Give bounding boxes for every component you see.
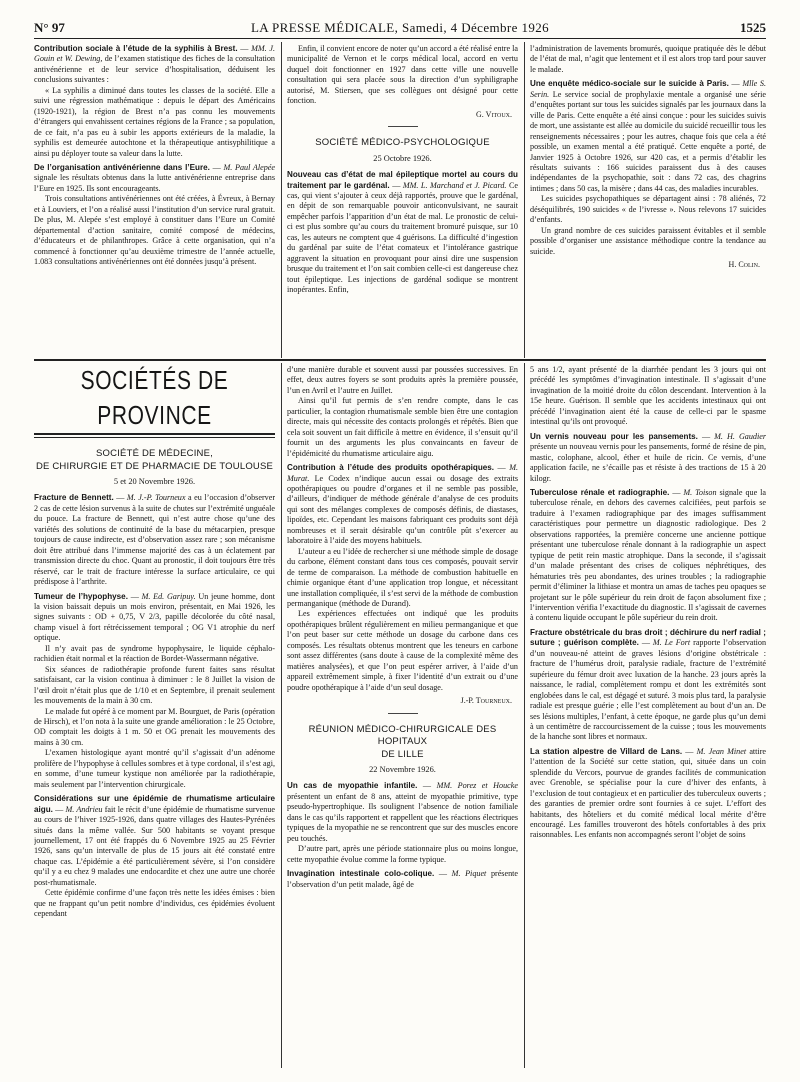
article-vernis: Un vernis nouveau pour les pansements. — M. H. Gaudier présente un nouveau vernis pour les pansements, formé de résine de pin, mastic, colophane, alcool, éther et huile de ricin. Ce vernis, d’une application facile, ne s’écaille pas et résiste à des tractions de 15 à 20 kilogr. [530, 431, 766, 483]
article-title: Une enquête médico-sociale sur le suicide à Paris. [530, 79, 729, 89]
article-paragraph: Enfin, il convient encore de noter qu’un accord a été réalisé entre la municipalité de Vernon et le corps médical local, accord en vertu duquel doit fonctionner en 1927 dans cette ville une nouvelle consultation qui sera placée sous la direction d’un syphiligraphe autorisé, M. Stiersen, que ses collègues ont désigné pour cette fonction. [287, 44, 518, 106]
article-invagination: Invagination intestinale colo-colique. — M. Piquet présente l’observation d’un petit malade, âgé de [287, 869, 518, 889]
bottom-column-1 [34, 365, 275, 1069]
article-text: présentent un enfant de 8 ans, atteint de myopathie primitive, type pseudo-hypertrophique. Ils soulignent l’absence de notion familiale dans le cas qu’ils rapportent et rappellent que les réactions électriques typiques de la myopathie ne se rencontrent que sur des muscles encore peu touchés. [287, 791, 518, 843]
article-text: fait le récit d’une épidémie de rhumatisme survenue au cours de l’hiver 1925-1926, dans quatre villages des Hautes-Pyrénées situés dans la même vallée. Sur 500 habitants se voyant presque journellement, 17 ont été frappés du 6 Novembre 1925 au 25 Février 1926, sans qu’un intervalle de plus de 15 jours ait été constaté entre chaque cas. L’épidémie a été particulièrement sévère, si l’on considère qu’il y a eu chez 9 malades une endocardite et chez une autre une chorée post-rhumatismale. [34, 804, 275, 887]
society-name-line: SOCIÉTÉ DE MÉDECINE, [96, 448, 213, 459]
top-column-2 [287, 44, 518, 356]
society-name-line: RÉUNION MÉDICO-CHIRURGICALE DES HOPITAUX [308, 723, 497, 747]
article-title: Considérations sur une épidémie de rhumatisme articulaire aigu. [34, 794, 275, 814]
article-authors: M. Jean Minet [696, 746, 747, 756]
signature: G. Vitoux. [476, 109, 512, 119]
column-divider [524, 363, 525, 1068]
page-number: 1525 [740, 20, 766, 35]
running-header [34, 20, 766, 38]
article-authors: M. J.-P. Tourneux [126, 493, 186, 503]
article-text: présente l’observation d’un petit malade, âgé de [287, 869, 518, 889]
article-text: de l’examen statistique des fiches de la consultation antivénérienne et de leur service d’hospitalisation, déduisent les conclusions suivantes : [34, 54, 275, 85]
article-authors: MM. Porez et Houcke [436, 781, 518, 791]
article-rhumatisme: Considérations sur une épidémie de rhumatisme articulaire aigu. — M. Andrieu fait le récit d’une épidémie de rhumatisme survenue au cours de l’hiver 1925-1926, dans quatre villages des Hautes-Pyrénées situés dans la même vallée. Sur 500 habitants se voyant presque journellement, 17 ont été frappés du 6 Novembre 1925 au 25 Février 1926, sans qu’un intervalle de plus de 15 jours ait été constaté entre chaque cas. L’épidémie a été particulièrement sévère, si l’on considère qu’il y a eu chez 9 malades une endocardite et chez une autre une chorée post-rhumatismale. [34, 794, 275, 887]
article-text: attire l’attention de la Société sur cette station, qui, située dans un coin splendide du Vercors, pourvue de grandes facilités de communication avec Grenoble, se spécialise pour la cure d’hiver des enfants, à l’exclusion de tout contagieux et en particulier des tuberculeux ouverts ; des garanties de premier ordre sont fournies à ce sujet. L’effort des habitants, des hôteliers et du comité médical local mérite d’être encouragé. Les familles trouveront des hôtels confortables à des prix raisonnables. Les enfants non accompagnés seront l’objet de soins [530, 746, 766, 840]
bottom-column-3 [530, 365, 766, 1069]
column-divider [524, 42, 525, 358]
article-tumeur-hypophyse: Tumeur de l’hypophyse. — M. Ed. Garipuy. Un jeune homme, dont la vision baissait depuis un mois environ, présentait, en Mai 1926, les signes suivants : OD + 0,75, V 2/3, papille décolorée du côté nasal, champ visuel à fort rétrécissement temporal ; OG V1 atrophie du nerf optique. [34, 591, 275, 643]
article-paragraph: Les suicides psychopathiques se départagent ainsi : 78 aliénés, 72 déséquilibrés, 190 suicides « de l’ivresse ». Nous relevons 17 suicides d’enfants. [530, 194, 766, 225]
article-paragraph: l’administration de lavements bromurés, quoique pratiquée dès le début de l’état de mal, n’agit que lentement et il est alors trop tard pour sauver le malade. [530, 44, 766, 74]
article-opotherapiques: Contribution à l’étude des produits opothérapiques. — M. Murat. Le Codex n’indique aucun essai ou dosage des extraits opothérapiques ou poudre d’organes et il ne semble pas possible, d’ailleurs, d’indiquer de méthode générale d’analyse de ces produits qui sont des mélanges complexes de composés définis, de diastases, lipoïdes, etc. Cependant les maisons fabriquant ces produits sont déjà nombreuses et il serait désirable qu’un contrôle pût s’exercer au laboratoire à l’aide des moyens habituels. [287, 463, 518, 546]
article-text: rapporte l’observation d’un nouveau-né atteint de graves lésions d’origine obstétricale : fracture de l’humérus droit, paralysie radiale, fracture de l’extrémité supérieure du fémur droit avec luxation de la hanche. 23 jours après la naissance, le radial, complètement rompu et dont les extrémités sont englobées dans le cal, est dégagé et suturé. 3 mois plus tard, la paralysie radiale est presque guérie ; elle l’est complètement au bout d’un an. De ses lésions multiples, l’enfant, à cette époque, ne garde plus qu’un demi à un centimètre de raccourcissement de la cuisse ; tous les mouvements de la hanche sont libres et normaux. [530, 638, 766, 742]
article-suicide-paris: Une enquête médico-sociale sur le suicide à Paris. — Mlle S. Serin. Le service social de prophylaxie mentale a organisé une série d’enquêtes portant sur tous les suicides signalés par les journaux dans la ville de Paris. Cette enquête a été ainsi conçue : pour les suicides suivis de mort, une assistante est allée au domicile du suicidé recueillir tous les renseignements nécessaires ; pour les autres, chaque fois que cela a été possible, un examen mental a été pratiqué. Cette enquête a porté, de Janvier 1925 à Octobre 1926, sur 420 cas, et a permis d’établir les résultats suivants : 166 suicides paraissent dus à des causes indépendantes de la psychopathie, soit : dans 72 cas, des chagrins intimes ; dans 50 cas, la misère ; dans 44 cas, des maladies incurables. [530, 79, 766, 193]
article-paragraph: Trois consultations antivénériennes ont été créées, à Évreux, à Bernay et à Louviers, et l’on a réalisé aussi l’institution d’un service rural gratuit. De plus, M. Alepée s’est employé à constituer dans l’Eure un Comité départemental d’action sanitaire, comité composé de médecins, d’éducateurs et de philanthropes. Grâce à cette organisation, qui n’a commencé à fonctionner qu’au deuxième trimestre de l’année actuelle, 1.083 consultations antivénériennes ont été données jusqu’à présent. [34, 194, 275, 267]
article-title: Contribution à l’étude des produits opothérapiques. [287, 463, 495, 473]
article-paragraph: Cette épidémie confirme d’une façon très nette les idées émises : bien que ne frappant qu’un petit nombre d’individus, ces épidémies évoluent cependant [34, 888, 275, 919]
journal-title: LA PRESSE MÉDICALE, Samedi, 4 Décembre 1926 [250, 20, 550, 35]
article-paragraph: Un grand nombre de ces suicides paraissent évitables et il semble possible d’organiser une assistance méthodique contre la tendance au suicide. [530, 225, 766, 256]
section-banner: SOCIÉTÉS DE PROVINCE [80, 366, 229, 431]
article-villard-de-lans: La station alpestre de Villard de Lans. — M. Jean Minet attire l’attention de la Société sur cette station, qui, située dans un coin splendide du Vercors, pourvue de grandes facilités de communication avec Grenoble, se spécialise pour la cure d’hiver des enfants, à l’exclusion de tout contagieux et en particulier des tuberculeux ouverts ; des garanties de premier ordre sont fournies à ce sujet. L’effort des habitants, des hôteliers et du comité médical local mérite d’être encouragé. Les familles trouveront des hôtels confortables à des prix raisonnables. Les enfants non accompagnés seront l’objet de soins [530, 746, 766, 840]
article-paragraph: L’auteur a eu l’idée de rechercher si une méthode simple de dosage du carbone, élément constant dans tous ces composés, pouvait servir de terme de comparaison. La méthode de combustion habituelle en chimie organique étant d’une application trop longue, et nécessitant une installation compliquée, il s’est servi de la méthode de combustion permanganique (méthode de Durand). [287, 546, 518, 608]
article-text: signale les résultats obtenus dans la lutte antivénérienne entreprise dans l’Eure en 1925. Ils sont encourageants. [34, 173, 275, 193]
article-paragraph: Six séances de radiothérapie profonde furent faites sans résultat satisfaisant, car la vision continua à diminuer : le 8 Juillet la vision de l’œil droit n’était plus que de 1/10 et en Septembre, il prenait seulement les mouvements de la main à 30 cm. [34, 664, 275, 706]
session-date: 5 et 20 Novembre 1926. [113, 477, 196, 486]
article-authors: M. Murat. [287, 463, 518, 483]
article-text: a eu l’occasion d’observer 2 cas de cette lésion survenus à la suite de chutes sur l’extrémité unguéale du pouce. La fracture de Bennett, qui n’est autre chose qu’une des variétés des solutions de continuité de la base du métacarpien, presque toujours de cause indirecte, est d’observation assez rare ; son mécanisme doit être attribué dans l’immense majorité des cas à un éclatement par transmission directe du choc. Quant au pronostic, il doit toujours être très réservé, car le trait de fracture intéresse la surface articulaire, ce qui prédispose à l’arthrite. [34, 493, 275, 587]
signature: H. Colin. [728, 260, 760, 270]
top-column-3 [530, 44, 766, 356]
article-tuberculose-renale: Tuberculose rénale et radiographie. — M. Toison signale que la tuberculose rénale, en dehors des cavernes calcifiées, peut parfois se traduire à l’examen radiographique par des images suffisamment caractéristiques pour permettre un diagnostic radiologique. Des 2 observations rapportées, la première concerne une ancienne pottique présentant une tuberculose rénale donnant à la radiographie un aspect typique de petit rein mastic atrophique. Dans la seconde, il s’agissait d’un malade présentant des crises de coliques néphrétiques, des hématuries très peu abondantes, des urines troubles ; la radiographie permit d’éliminer la lithiase et montra un amas de taches peu opaques se projetant sur le pôle supérieur du rein droit de façon absolument fixe ; l’intervention vérifia l’exactitude du diagnostic. Il s’agissait de cavernes à contenu liquide occupant le pôle supérieur du rein droit. [530, 487, 766, 623]
section-separator [388, 126, 418, 127]
article-authors: M. Le Fort [652, 638, 691, 648]
article-authors: M. Toison [683, 487, 717, 497]
article-myopathie: Un cas de myopathie infantile. — MM. Porez et Houcke présentent un enfant de 8 ans, atteint de myopathie primitive, type pseudo-hypertrophique. Ils soulignent l’absence de notion familiale dans le cas qu’ils rapportent et rappellent que les réactions électriques typiques de la myopathie ne se rencontrent que sur des muscles encore peu touchés. [287, 781, 518, 843]
article-authors: MM. L. Marchand et J. Picard. [402, 180, 507, 190]
article-title: Un vernis nouveau pour les pansements. [530, 431, 698, 441]
column-divider [281, 363, 282, 1068]
article-title: De l’organisation antivénérienne dans l’Eure. [34, 162, 210, 172]
article-fracture-bennett: Fracture de Bennett. — M. J.-P. Tourneux a eu l’occasion d’observer 2 cas de cette lésion survenus à la suite de chutes sur l’extrémité unguéale du pouce. La fracture de Bennett, qui n’est autre chose qu’une des variétés des solutions de continuité de la base du métacarpien, presque toujours de cause indirecte, est d’observation assez rare ; son mécanisme doit être attribué dans l’immense majorité des cas à un éclatement par transmission directe du choc. Quant au pronostic, il doit toujours être très réservé, car le trait de fracture intéresse la surface articulaire, ce qui prédispose à l’arthrite. [34, 493, 275, 587]
issue-number: N° 97 [34, 20, 65, 35]
article-title: Fracture obstétricale du bras droit ; déchirure du nerf radial ; suture ; guérison complète. [530, 627, 766, 648]
article-text: signale que la tuberculose rénale, en dehors des cavernes calcifiées, peut parfois se traduire à l’examen radiographique par des images suffisamment caractéristiques pour permettre un diagnostic radiologique. Des 2 observations rapportées, la première concerne une ancienne pottique présentant une tuberculose rénale donnant à la radiographie un aspect typique de petit rein mastic atrophique. Dans la seconde, il s’agissait d’un malade présentant des crises de coliques néphrétiques, des hématuries très peu abondantes, des urines troubles ; la radiographie permit d’éliminer la lithiase et montra un amas de taches peu opaques se projetant sur le pôle supérieur du rein droit de façon absolument fixe ; l’intervention vérifia l’exactitude du diagnostic. Il s’agissait de cavernes à contenu liquide occupant le pôle supérieur du rein droit. [530, 487, 766, 623]
article-paragraph: d’une manière durable et souvent aussi par poussées successives. En effet, deux autres foyers se sont produits après la première poussée, l’un en Avril et l’autre en Juillet. [287, 365, 518, 395]
article-authors: Mlle S. Serin. [530, 79, 766, 99]
article-paragraph: « La syphilis a diminué dans toutes les classes de la société. Elle a suivi une régression mathématique : depuis le départ des Américains (1920-1921), la région de Brest n’a pas connu les mouvements d’étrangers qui envahissent certaines régions de la France ; sa population, de ce fait, n’a pas eu à subir les apports extérieurs de la maladie, la syphilis est demeurée autochtone et la thérapeutique antisyphilitique a ainsi pu déployer toute sa valeur dans la lutte. [34, 85, 275, 158]
society-name-line: DE LILLE [381, 748, 424, 760]
article-title: Tuberculose rénale et radiographie. [530, 487, 670, 497]
session-date: 22 Novembre 1926. [369, 765, 436, 774]
article-organisation-eure: De l’organisation antivénérienne dans l’Eure. — M. Paul Alepée signale les résultats obtenus dans la lutte antivénérienne entreprise dans l’Eure en 1925. Ils sont encourageants. [34, 162, 275, 193]
article-fracture-obstetricale: Fracture obstétricale du bras droit ; déchirure du nerf radial ; suture ; guérison complète. — M. Le Fort rapporte l’observation d’un nouveau-né atteint de graves lésions d’origine obstétricale : fracture de l’humérus droit, paralysie radiale, fracture de l’extrémité supérieure du fémur droit avec luxation de la hanche. 23 jours après la naissance, le radial, complètement rompu et dont les extrémités sont englobées dans le cal, est dégagé et suturé. 3 mois plus tard, la paralysie radiale est presque guérie ; elle l’est complètement au bout d’un an. De ses lésions multiples, l’enfant, à cette époque, ne garde plus qu’un demi à un centimètre de raccourcissement de la cuisse ; tous les mouvements de la hanche sont libres et normaux. [530, 627, 766, 742]
article-text: Le service social de prophylaxie mentale a organisé une série d’enquêtes portant sur tous les suicides signalés par les journaux dans la ville de Paris. Cette enquête a été ainsi conçue : pour les suicides suivis de mort, une assistante est allée au domicile du suicidé recueillir tous les renseignements nécessaires ; pour les autres, chaque fois que cela a été possible, un examen mental a été pratiqué. Cette enquête a porté, de Janvier 1925 à Octobre 1926, sur 420 cas, et a permis d’établir les résultats suivants : 166 suicides paraissent dus à des causes indépendantes de la psychopathie, soit : dans 72 cas, des chagrins intimes ; dans 50 cas, la misère ; dans 44 cas, des maladies incurables. [530, 89, 766, 193]
top-column-1 [34, 44, 275, 356]
society-name-line: DE CHIRURGIE ET DE PHARMACIE DE TOULOUSE [35, 460, 274, 472]
article-paragraph: D’autre part, après une période stationnaire plus ou moins longue, cette myopathie évolue comme la forme typique. [287, 844, 518, 864]
article-title: Tumeur de l’hypophyse. [34, 591, 128, 601]
article-authors: M. Piquet [451, 869, 487, 879]
article-title: Invagination intestinale colo-colique. [287, 869, 435, 879]
article-title: Nouveau cas d’état de mal épileptique mortel au cours du traitement par le gardénal. [287, 170, 518, 190]
article-title: Contribution sociale à l’étude de la syphilis à Brest. [34, 44, 238, 53]
article-paragraph: Ainsi qu’il fut permis de s’en rendre compte, dans le cas particulier, la contagion rhumatismale semble bien être une contagion directe, mais qui nécessite des contacts prolongés et répétés. Bien que cela soit souvent un fait difficile à mettre en évidence, il s’ensuit qu’il fournit un des arguments les plus convaincants en faveur de l’épidémicité du rhumatisme articulaire aigu. [287, 396, 518, 458]
article-authors: MM. J. Gouin et W. Dewing, [34, 44, 275, 64]
header-rule [34, 38, 766, 39]
article-authors: M. H. Gaudier [714, 431, 766, 441]
article-etat-de-mal: Nouveau cas d’état de mal épileptique mortel au cours du traitement par le gardénal. — MM. L. Marchand et J. Picard. Ce cas, qui vient s’ajouter à ceux déjà rapportés, prouve que le gardénal, en dépit de son remarquable pouvoir anticonvulsivant, ne saurait empêcher parfois l’apparition d’un état de mal. Le pronostic de celui-ci est plus sombre qu’au cours du traitement bromuré puisque, sur 10 cas, les auteurs ne comptent que 4 guérisons. La difficulté d’ingestion du gardénal par suite de l’état comateux et l’intolérance gastrique aggravent la situation en provoquant pour ainsi dire une suspension brusque du traitement et l’on sait combien celle-ci est dangereuse chez tout épileptique. Les injections de gardénal sodique se montrent inopérantes. Enfin, [287, 170, 518, 295]
article-paragraph: Il n’y avait pas de syndrome hypophysaire, le liquide céphalo-rachidien était normal et la réaction de Bordet-Wassermann négative. [34, 643, 275, 664]
article-authors: M. Paul Alepée [223, 162, 275, 172]
section-separator [388, 713, 418, 714]
article-text: Le Codex n’indique aucun essai ou dosage des extraits opothérapiques ou poudre d’organes et il ne semble pas possible, d’ailleurs, d’indiquer de méthode générale d’analyse de ces produits qui sont des mélanges complexes de composés définis, de diastases, lipoïdes, etc. Cependant les maisons fabriquant ces produits sont déjà nombreuses et il serait désirable qu’un contrôle pût s’exercer au laboratoire à l’aide des moyens habituels. [287, 473, 518, 546]
article-paragraph: L’examen histologique ayant montré qu’il s’agissait d’un adénome prolifère de l’hypophyse à cellules sombres et à type cordonal, il s’est agi, en somme, d’une tumeur kystique non améliorée par la radiothérapie, mais seulement par l’intervention chirurgicale. [34, 748, 275, 789]
society-name: SOCIÉTÉ MÉDICO-PSYCHOLOGIQUE [315, 137, 490, 149]
section-rule [34, 359, 766, 361]
article-paragraph: 5 ans 1/2, ayant présenté de la diarrhée pendant les 3 jours qui ont précédé les symptômes d’invagination intestinale. Il s’agissait d’une invagination de la moitié droite du côlon descendant. Intervention à la 15e heure. Guérison. Il semble que les accidents intestinaux qui ont précédé l’invagination aient été la cause de celle-ci par le spasme intestinal qu’ils ont provoqué. [530, 365, 766, 427]
session-date: 25 Octobre 1926. [373, 153, 432, 163]
article-authors: M. Ed. Garipuy. [141, 591, 196, 601]
column-divider [281, 42, 282, 358]
signature: J.-P. Tourneux. [460, 696, 512, 706]
article-title: Un cas de myopathie infantile. [287, 781, 418, 791]
article-title: Fracture de Bennett. [34, 493, 114, 503]
article-paragraph: Les expériences effectuées ont indiqué que les produits opothérapiques brûlent régulièrement en milieu permanganique et que l’on peut baser sur cette méthode un dosage du carbone dans ces composés. Les résultats obtenus montrent que les teneurs en carbone sont assez différentes (sans doute à cause de la complexité même des matières analysées), et que l’on peut espérer arriver, à l’aide d’un appareil extrêmement simple, à fixer l’identité d’un extrait ou d’une poudre opothérapique à l’aide d’un seul dosage. [287, 609, 518, 692]
bottom-column-2 [287, 365, 518, 1069]
article-title: La station alpestre de Villard de Lans. [530, 746, 683, 756]
article-text: présente un nouveau vernis pour les pansements, formé de résine de pin, mastic, colophane, alcool, éther et huile de ricin. Ce vernis, d’une application facile, ne s’écaille pas et résiste à des tractions de 15 à 20 kilogr. [530, 442, 766, 483]
article-paragraph: Le malade fut opéré à ce moment par M. Bourguet, de Paris (opération de Hirsch), et l’on nota à la suite une grande amélioration : le 25 Octobre, OD comptait les doigts à 1 m. 50 et OG prenait les mouvements des mains à 30 cm. [34, 706, 275, 747]
article-syphilis-brest: Contribution sociale à l’étude de la syphilis à Brest. — MM. J. Gouin et W. Dewing, de l’examen statistique des fiches de la consultation antivénérienne et de leur service d’hospitalisation, déduisent les conclusions suivantes : [34, 44, 275, 85]
article-authors: M. Andrieu [65, 804, 103, 814]
article-text: Un jeune homme, dont la vision baissait depuis un mois environ, présentait, en Mai 1926, les signes suivants : OD + 0,75, V 2/3, papille décolorée du côté nasal, champ visuel à fort rétrécissement temporal ; OG V1 atrophie du nerf optique. [34, 591, 275, 643]
article-text: Ce cas, qui vient s’ajouter à ceux déjà rapportés, prouve que le gardénal, en dépit de son remarquable pouvoir anticonvulsivant, ne saurait empêcher parfois l’apparition d’un état de mal. Le pronostic de celui-ci est plus sombre qu’au cours du traitement bromuré puisque, sur 10 cas, les auteurs ne comptent que 4 guérisons. La difficulté d’ingestion du gardénal par suite de l’état comateux et l’intolérance gastrique aggravent la situation en provoquant pour ainsi dire une suspension brusque du traitement et l’on sait combien celle-ci est dangereuse chez tout épileptique. Les injections de gardénal sodique se montrent inopérantes. Enfin, [287, 180, 518, 295]
